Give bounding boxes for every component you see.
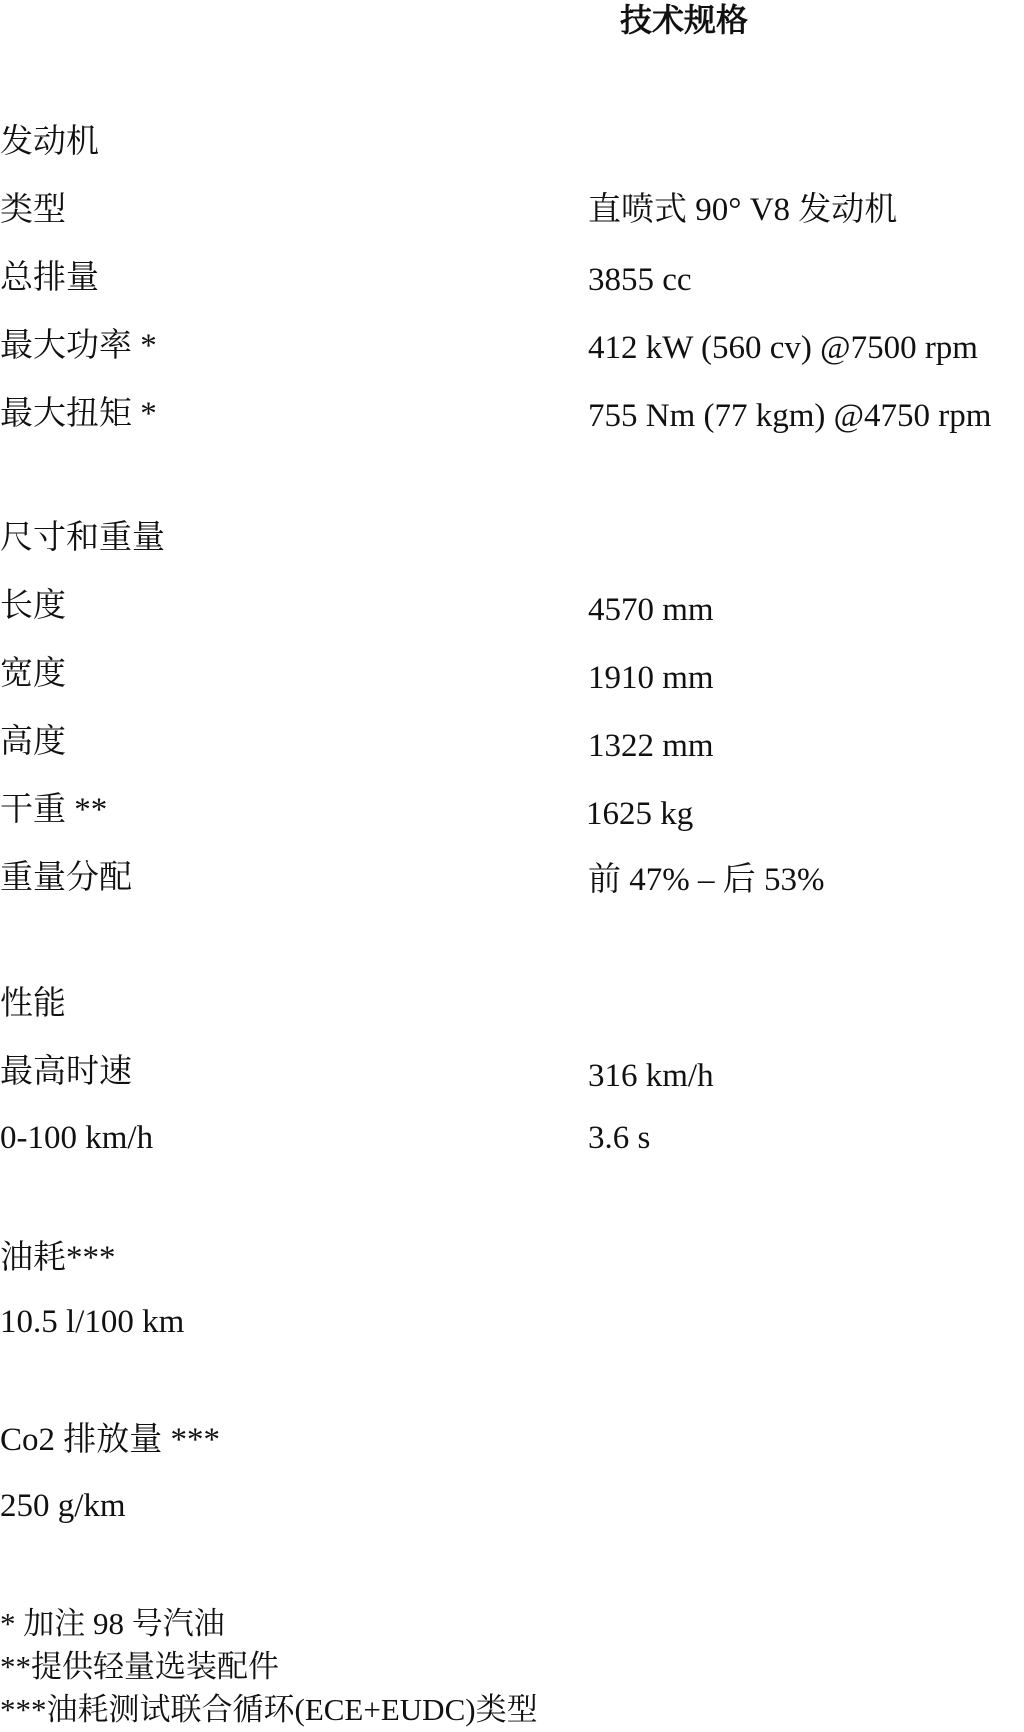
- spec-value-co2: 250 g/km: [0, 1488, 126, 1524]
- spec-value-type: 直喷式 90° V8 发动机: [588, 192, 898, 228]
- spec-label-max-torque: 最大扭矩 *: [0, 396, 157, 432]
- section-heading-fuel: 油耗***: [0, 1240, 116, 1276]
- spec-label-width: 宽度: [0, 656, 66, 692]
- spec-value-length: 4570 mm: [588, 592, 714, 628]
- footnote-fuel-grade: * 加注 98 号汽油: [0, 1606, 225, 1641]
- footnote-lightweight-options: **提供轻量选装配件: [0, 1649, 279, 1684]
- section-heading-performance: 性能: [0, 986, 66, 1022]
- section-heading-engine: 发动机: [0, 124, 99, 160]
- spec-label-displacement: 总排量: [0, 260, 99, 296]
- spec-label-height: 高度: [0, 724, 66, 760]
- spec-value-max-torque: 755 Nm (77 kgm) @4750 rpm: [588, 398, 992, 434]
- page-title: 技术规格: [620, 1, 749, 39]
- footnote-test-cycle: ***油耗测试联合循环(ECE+EUDC)类型: [0, 1692, 538, 1727]
- spec-label-weight-distribution: 重量分配: [0, 860, 132, 896]
- spec-value-width: 1910 mm: [588, 660, 714, 696]
- spec-label-dry-weight: 干重 **: [0, 792, 108, 828]
- section-heading-dimensions: 尺寸和重量: [0, 520, 165, 556]
- spec-value-top-speed: 316 km/h: [588, 1058, 714, 1094]
- spec-label-length: 长度: [0, 588, 66, 624]
- spec-value-fuel: 10.5 l/100 km: [0, 1304, 185, 1340]
- spec-value-weight-distribution: 前 47% – 后 53%: [588, 862, 825, 898]
- spec-value-dry-weight: 1625 kg: [586, 796, 694, 832]
- spec-label-top-speed: 最高时速: [0, 1054, 132, 1090]
- spec-value-max-power: 412 kW (560 cv) @7500 rpm: [588, 330, 978, 366]
- spec-label-acceleration: 0-100 km/h: [0, 1120, 154, 1156]
- section-heading-co2: Co2 排放量 ***: [0, 1422, 221, 1458]
- spec-label-max-power: 最大功率 *: [0, 328, 157, 364]
- spec-value-displacement: 3855 cc: [588, 262, 692, 298]
- spec-value-acceleration: 3.6 s: [588, 1120, 651, 1156]
- spec-value-height: 1322 mm: [588, 728, 714, 764]
- spec-label-type: 类型: [0, 192, 66, 228]
